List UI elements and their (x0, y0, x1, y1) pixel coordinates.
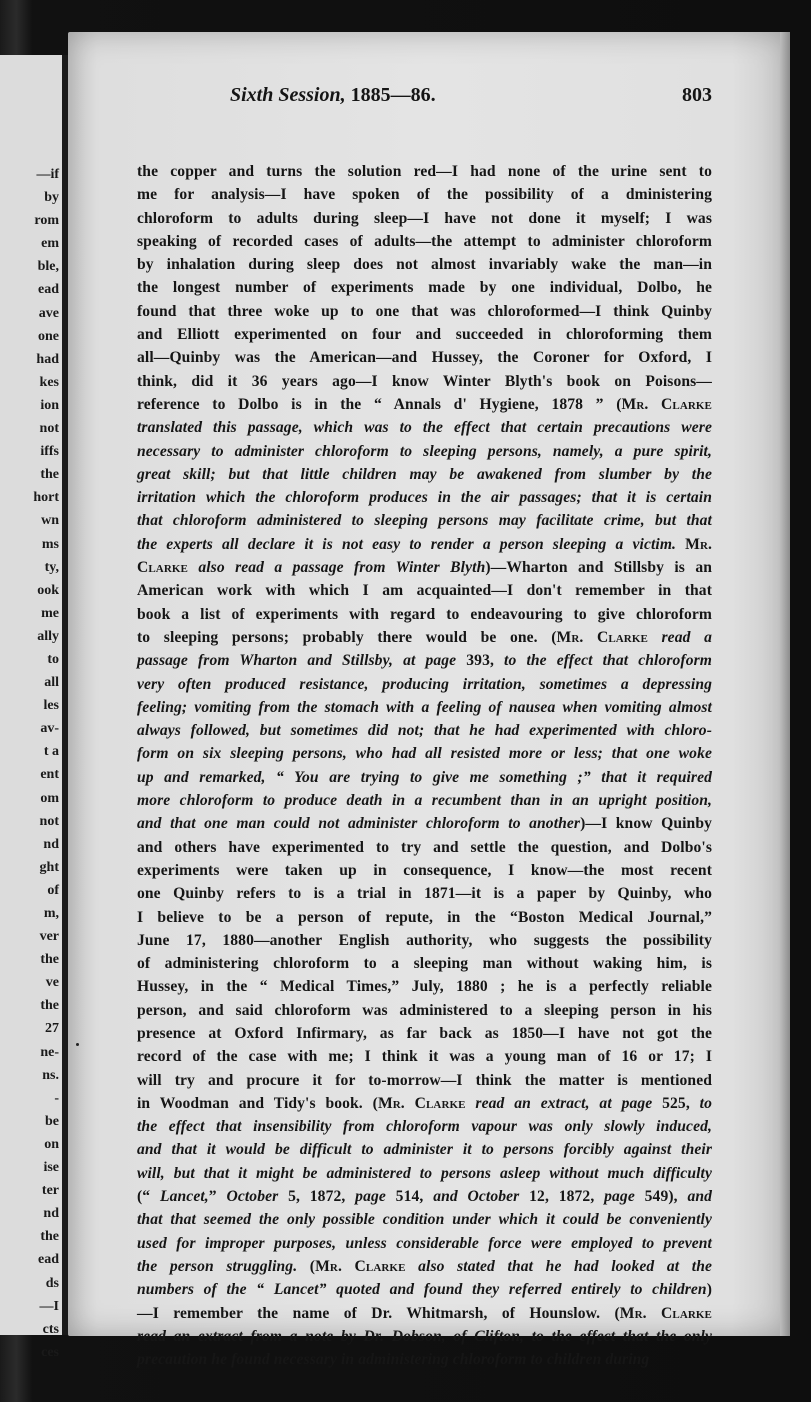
italic-run: Lancet, (160, 1188, 209, 1206)
text-line (137, 486, 712, 509)
text-run: book a list of experiments with regard to endeavouring to give chloroform (137, 605, 712, 623)
facing-page-fragment: ces (41, 1344, 59, 1360)
facing-page-fragment: ble, (37, 259, 59, 275)
text-line (137, 533, 712, 556)
facing-page-fragment: nd (43, 836, 59, 852)
text-line (137, 1069, 712, 1092)
italic-run: and October (433, 1188, 520, 1206)
facing-page-fragment: - (54, 1090, 59, 1106)
text-line (137, 649, 712, 672)
facing-page-fragment: the (40, 998, 59, 1014)
page-number: 803 (682, 84, 712, 106)
text-line (137, 929, 712, 952)
text-line (137, 1045, 712, 1068)
facing-page-fragment: ms (41, 536, 59, 552)
italic-run: page (355, 1188, 386, 1206)
text-run: 525, (662, 1094, 700, 1112)
italic-run: to (699, 1094, 712, 1112)
text-run: I believe to be a person of repute, in the “Boston Medical Journal,” (137, 908, 712, 926)
facing-page-fragment: cts (42, 1321, 59, 1337)
italic-run: always followed, but sometimes did not; that he had experimented with chloro- (137, 722, 712, 740)
margin-mark (76, 1043, 79, 1046)
text-line (137, 789, 712, 812)
text-run: 549), (634, 1188, 688, 1206)
page-edge-shadow (780, 32, 790, 1336)
facing-page-fragment: ns. (42, 1067, 59, 1083)
text-line (137, 276, 712, 299)
text-line (137, 696, 712, 719)
text-run: 393, (456, 652, 505, 670)
facing-page-fragment: me (41, 605, 59, 621)
italic-run: and that one man could not administer chloroform to another (137, 815, 581, 833)
text-line (137, 579, 712, 602)
text-line (137, 1278, 712, 1301)
italic-run: read a (647, 628, 712, 646)
facing-page-fragment: ent (40, 767, 59, 783)
running-head (230, 84, 436, 107)
text-run: speaking of recorded cases of adults—the attempt to administer chloroform (137, 232, 712, 250)
text-line (137, 556, 712, 579)
text-line (137, 975, 712, 998)
text-line (137, 1022, 712, 1045)
text-run: will try and procure it for to-morrow—I think the matter is mentioned (137, 1071, 712, 1089)
italic-run: the person struggling. (137, 1257, 298, 1275)
facing-page-fragment: hort (33, 490, 59, 506)
italic-run: and (687, 1188, 713, 1206)
text-run: person, and said chloroform was administered to a sleeping person in his (137, 1001, 712, 1019)
text-line (137, 742, 712, 765)
italic-run: also read a passage from Winter Blyth (187, 559, 486, 577)
text-run: 12, 1872, (519, 1188, 605, 1206)
small-caps-run: Mr. Clarke (377, 1094, 466, 1112)
text-line (137, 416, 712, 439)
page-body-text (137, 160, 712, 1371)
text-line (137, 230, 712, 253)
text-run: American work with which I am acquainted—I don't remember in that (137, 582, 712, 600)
text-run: think, did it 36 years ago—I know Winter Blyth's book on Poisons— (137, 372, 712, 390)
facing-page-fragment: all (44, 675, 59, 691)
text-line (137, 859, 712, 882)
text-run: found that three woke up to one that was chloroformed—I think Quinby (137, 302, 712, 320)
italic-run: will, but that it might be administered to persons asleep without much difficulty (137, 1164, 712, 1182)
italic-run: feeling; vomiting from the stomach with a feeling of nausea when vomiting almost (137, 698, 712, 716)
text-run: (“ (137, 1188, 160, 1206)
text-line (137, 440, 712, 463)
facing-page-fragment: ise (43, 1160, 59, 1176)
text-run: and Elliott experimented on four and succeeded in chloroforming them (137, 326, 712, 344)
facing-page-fragment: ook (37, 582, 59, 598)
text-run: to sleeping persons; probably there would be one. ( (137, 628, 557, 646)
text-run: presence at Oxford Infirmary, as far back as 1850—I have not got the (137, 1024, 712, 1042)
facing-page-fragment: to (47, 651, 59, 667)
facing-page-fragment: the (40, 952, 59, 968)
facing-page-fragment: of (47, 882, 59, 898)
facing-page-fragment: m, (43, 906, 59, 921)
text-run: ) (706, 1281, 712, 1299)
facing-page-fragment: ion (40, 397, 59, 413)
facing-page-fragment: —I (39, 1298, 59, 1314)
facing-page-fragment: one (38, 328, 59, 344)
text-line (137, 1115, 712, 1138)
text-run: chloroform to adults during sleep—I have not done it myself; I was (137, 209, 712, 227)
text-line (137, 300, 712, 323)
italic-run: translated this passage, which was to the effect that certain precautions were (137, 419, 712, 437)
text-line (137, 836, 712, 859)
italic-run: that that seemed the only possible condition under which it could be conveniently (137, 1211, 712, 1229)
text-line (137, 1348, 712, 1371)
facing-page-fragment: ally (37, 628, 59, 644)
session-title: Sixth Session, (230, 84, 346, 106)
text-line (137, 1138, 712, 1161)
text-line (137, 370, 712, 393)
session-years: 1885—86. (350, 84, 436, 106)
italic-run: very often produced resistance, producing irritation, sometimes a depressing (137, 675, 712, 693)
text-run: record of the case with me; I think it was a young man of 16 or 17; I (137, 1048, 712, 1066)
text-run: me for analysis—I have spoken of the possibility of a dministering (137, 186, 712, 204)
text-line (137, 999, 712, 1022)
text-run: Hussey, in the “ Medical Times,” July, 1880 ; he is a perfectly reliable (137, 978, 712, 996)
text-line (137, 393, 712, 416)
text-line (137, 1185, 712, 1208)
text-run: the copper and turns the solution red—I had none of the urine sent to (137, 163, 712, 180)
text-run: by inhalation during sleep does not almost invariably wake the man—in (137, 256, 712, 274)
text-line (137, 1208, 712, 1231)
facing-page-fragment: les (43, 698, 59, 714)
facing-page-fragment: ne- (40, 1044, 59, 1060)
italic-run: more chloroform to produce death in a recumbent than in an upright position, (137, 792, 712, 810)
text-run: of administering chloroform to a sleeping man without waking him, is (137, 955, 712, 973)
italic-run: irritation which the chloroform produces in the air passages; that it is certain (137, 489, 712, 507)
italic-run: precaution he found necessary in administering chloroform to children during (137, 1351, 650, 1369)
facing-page-fragment: wn (41, 513, 59, 529)
text-line (137, 673, 712, 696)
small-caps-run: Mr. Clarke (621, 395, 712, 413)
text-run: ” (208, 1188, 227, 1206)
facing-page-fragment: —if (36, 167, 59, 182)
text-line (137, 882, 712, 905)
facing-page-fragment: ead (38, 282, 59, 298)
italic-run: October (226, 1188, 279, 1206)
facing-page-fragment: ver (39, 929, 59, 945)
text-line (137, 906, 712, 929)
facing-page-fragment: had (36, 351, 59, 367)
facing-page-fragment: av- (40, 721, 59, 737)
text-run: )—I know Quinby (580, 815, 712, 833)
facing-page-fragment: ds (45, 1275, 59, 1291)
facing-page-fragment: ter (41, 1183, 59, 1199)
italic-run: read an extract from a note by Dr. Dobson, of Clifton, to the effect that the only (137, 1327, 712, 1345)
text-line (137, 603, 712, 626)
text-run: and others have experimented to try and settle the question, and Dolbo's (137, 838, 712, 856)
facing-page-fragment: ve (45, 975, 59, 991)
text-line (137, 323, 712, 346)
facing-page-fragment: the (40, 1229, 59, 1245)
italic-run: page (604, 1188, 635, 1206)
text-run: )—Wharton and Stillsby is an (485, 559, 712, 577)
text-line (137, 253, 712, 276)
text-run: all—Quinby was the American—and Hussey, the Coroner for Oxford, I (137, 349, 712, 367)
facing-page-fragment: nd (43, 1206, 59, 1222)
facing-page-fragment: ead (38, 1252, 59, 1268)
facing-page-fragment: kes (39, 374, 59, 390)
text-line (137, 719, 712, 742)
text-line (137, 626, 712, 649)
italic-run: used for improper purposes, unless considerable force were employed to prevent (137, 1234, 712, 1252)
italic-run: numbers of the “ Lancet” quoted and found they referred entirely to children (137, 1281, 707, 1299)
italic-run: also stated that he had looked at the (405, 1257, 712, 1275)
text-line (137, 1302, 712, 1325)
text-run: in Woodman and Tidy's book. ( (137, 1094, 378, 1112)
text-line (137, 463, 712, 486)
italic-run: and that it would be difficult to administer it to persons forcibly against their (137, 1141, 712, 1159)
italic-run: the effect that insensibility from chloroform vapour was only slowly induced, (137, 1118, 712, 1136)
text-line (137, 952, 712, 975)
facing-page-fragment: on (44, 1136, 59, 1152)
text-run: June 17, 1880—another English authority, who suggests the possibility (137, 931, 712, 949)
facing-page-fragment: iffs (40, 444, 59, 460)
facing-page-fragment: not (39, 421, 59, 437)
facing-page-fragment: not (39, 813, 59, 829)
italic-run: passage from Wharton and Stillsby, at (137, 652, 426, 670)
italic-run: the experts all declare it is not easy to render a person sleeping a victim. (137, 535, 677, 553)
facing-page-fragment: by (44, 190, 59, 206)
text-run: one Quinby refers to is a trial in 1871—it is a paper by Quinby, who (137, 885, 712, 903)
facing-page-fragment: the (40, 467, 59, 483)
text-line (137, 1092, 712, 1115)
italic-run: form on six sleeping persons, who had all resisted more or less; that one woke (137, 745, 712, 763)
text-run: ( (297, 1257, 316, 1275)
small-caps-run: Mr. Clarke (315, 1257, 406, 1275)
facing-page-fragment: ty, (44, 559, 59, 575)
text-line (137, 207, 712, 230)
facing-page-edge (0, 55, 68, 1360)
small-caps-run: Mr. Clarke (556, 628, 648, 646)
text-run: reference to Dolbo is in the “ Annals d' Hygiene, 1878 ” ( (137, 395, 622, 413)
facing-page-fragment: ave (38, 305, 59, 321)
small-caps-run: Clarke (137, 559, 188, 577)
small-caps-run: Mr. (676, 535, 712, 553)
italic-run: to the effect that chloroform (504, 652, 712, 670)
italic-run: great skill; but that little children may be awakened from slumber by the (137, 465, 712, 483)
text-line (137, 1325, 712, 1348)
text-run: experiments were taken up in consequence, I know—the most recent (137, 861, 712, 879)
italic-run: up and remarked, “ You are trying to give me something ;” that it required (137, 768, 712, 786)
text-line (137, 1162, 712, 1185)
facing-page-fragment: ght (39, 859, 59, 875)
text-line (137, 160, 712, 183)
facing-page-fragments (0, 55, 62, 1364)
facing-page-fragment: 27 (45, 1021, 59, 1037)
italic-run: page (425, 652, 457, 670)
facing-page-fragment: om (40, 790, 59, 806)
text-line (137, 346, 712, 369)
facing-page-fragment: be (45, 1113, 59, 1129)
text-line (137, 766, 712, 789)
text-line (137, 1232, 712, 1255)
italic-run: read an extract, at page (465, 1094, 663, 1112)
facing-page-fragment: rom (34, 213, 59, 229)
text-line (137, 509, 712, 532)
italic-run: necessary to administer chloroform to sleeping persons, namely, a pure spirit, (137, 442, 712, 460)
text-run: the longest number of experiments made by one individual, Dolbo, he (137, 279, 712, 297)
text-run: 5, 1872, (278, 1188, 356, 1206)
text-line (137, 183, 712, 206)
text-line (137, 1255, 712, 1278)
text-line (137, 812, 712, 835)
small-caps-run: Mr. Clarke (619, 1304, 712, 1322)
text-run: —I remember the name of Dr. Whitmarsh, of Hounslow. ( (137, 1304, 620, 1322)
facing-page-fragment: em (41, 236, 59, 252)
facing-page-fragment: t a (43, 744, 59, 760)
text-run: 514, (385, 1188, 434, 1206)
italic-run: that chloroform administered to sleeping persons may facilitate crime, but that (137, 512, 712, 530)
